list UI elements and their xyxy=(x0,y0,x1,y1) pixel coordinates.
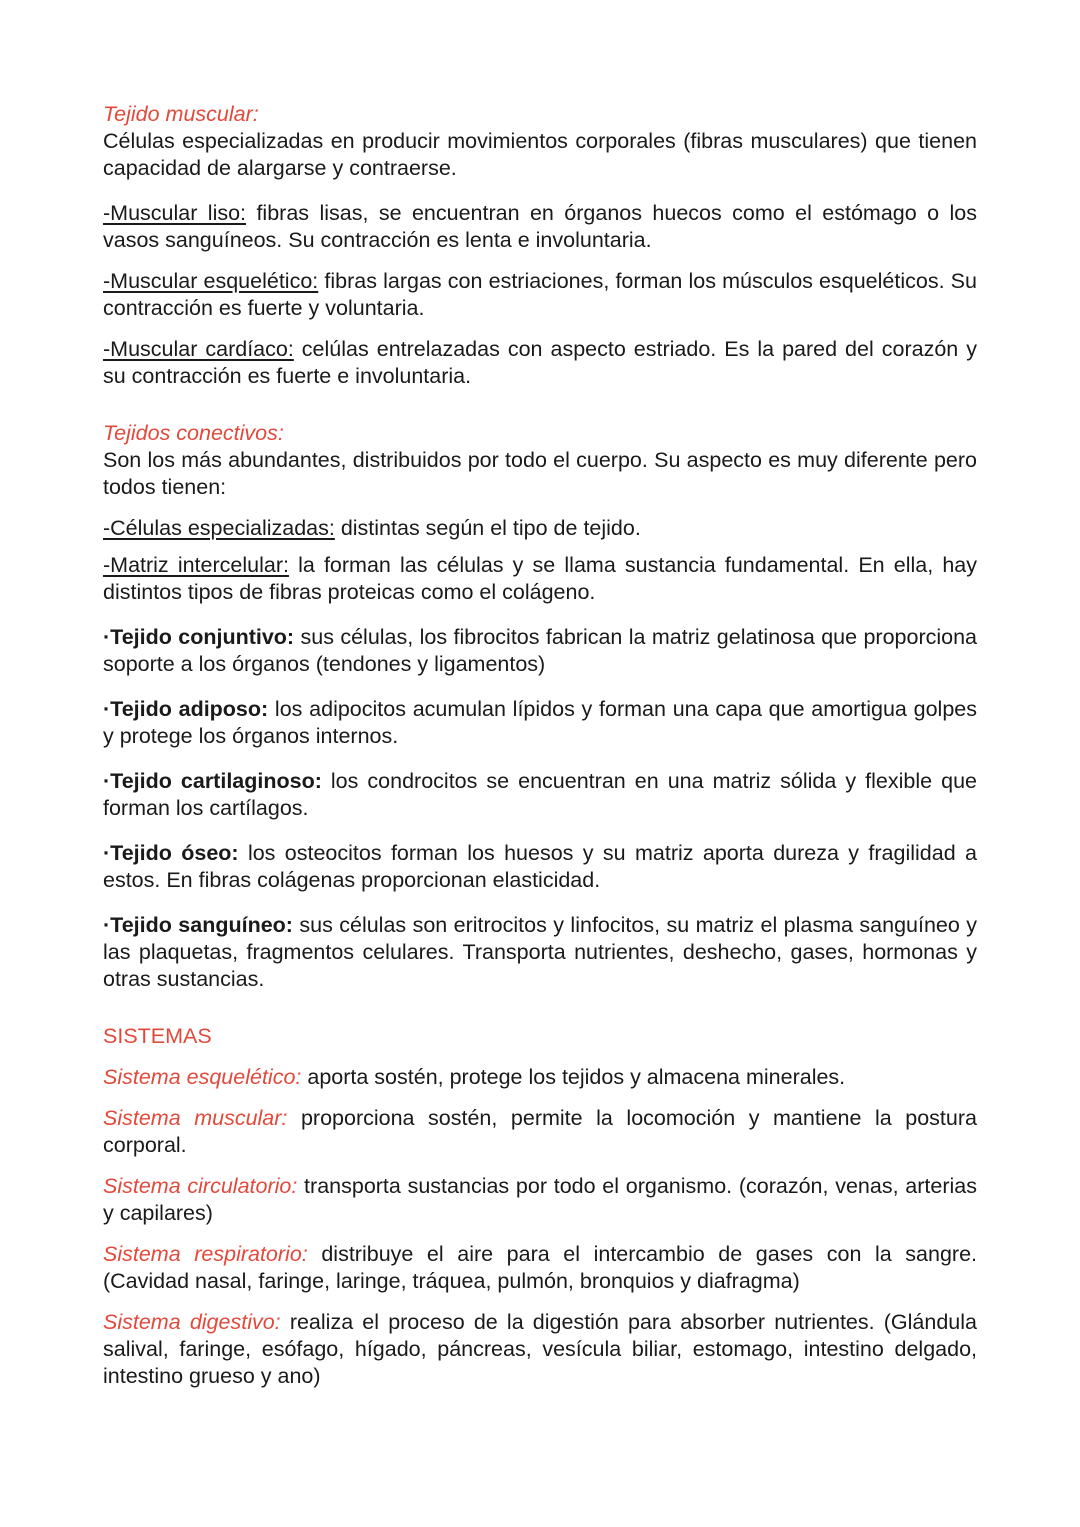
conectivos-intro: Son los más abundantes, distribuidos por todo el cuerpo. Su aspecto es muy diferente pero todos tienen: xyxy=(103,448,977,499)
section-heading-muscular: Tejido muscular: xyxy=(103,102,259,126)
sistema-respiratorio xyxy=(103,1241,977,1295)
term-label: -Muscular liso: xyxy=(103,201,247,225)
term-label: -Matriz intercelular: xyxy=(103,553,289,577)
sistema-muscular xyxy=(103,1105,977,1159)
term-text: distribuye el aire para el intercambio de gases con la sangre. (Cavidad nasal, faringe, laringe, tráquea, pulmón, bronquios y diafragma) xyxy=(103,1242,977,1293)
sistema-esqueletico xyxy=(103,1064,977,1091)
term-label: ·Tejido cartilaginoso: xyxy=(103,769,322,793)
section-heading-conectivos: Tejidos conectivos: xyxy=(103,421,284,445)
term-label: Sistema respiratorio: xyxy=(103,1242,308,1266)
term-label: Sistema circulatorio: xyxy=(103,1174,298,1198)
term-text: aporta sostén, protege los tejidos y almacena minerales. xyxy=(301,1065,846,1089)
muscular-intro: Células especializadas en producir movimientos corporales (fibras musculares) que tienen capacidad de alargarse y contraerse. xyxy=(103,129,977,180)
term-text: fibras lisas, se encuentran en órganos huecos como el estómago o los vasos sanguíneos. Su contracción es lenta e involuntaria. xyxy=(103,201,977,252)
term-label: ·Tejido sanguíneo: xyxy=(103,913,293,937)
term-label: Sistema esquelético: xyxy=(103,1065,302,1089)
term-text: celúlas entrelazadas con aspecto estriado. Es la pared del corazón y su contracción es fuerte e involuntaria. xyxy=(103,337,977,388)
term-label: ·Tejido óseo: xyxy=(103,841,239,865)
term-label: -Muscular cardíaco: xyxy=(103,337,294,361)
term-label: ·Tejido adiposo: xyxy=(103,697,269,721)
term-label: -Muscular esquelético: xyxy=(103,269,319,293)
term-text: distintas según el tipo de tejido. xyxy=(334,516,641,540)
muscular-item-liso xyxy=(103,200,977,254)
term-text: fibras largas con estriaciones, forman los músculos esqueléticos. Su contracción es fuerte y voluntaria. xyxy=(103,269,977,320)
term-label: Sistema digestivo: xyxy=(103,1310,281,1334)
muscular-item-cardiaco xyxy=(103,336,977,390)
sistema-digestivo xyxy=(103,1309,977,1390)
sistema-circulatorio xyxy=(103,1173,977,1227)
term-text: la forman las células y se llama sustancia fundamental. En ella, hay distintos tipos de fibras proteicas como el colágeno. xyxy=(103,553,977,604)
term-text: los adipocitos acumulan lípidos y forman una capa que amortigua golpes y protege los órganos internos. xyxy=(103,697,977,748)
tejido-cartilaginoso xyxy=(103,768,977,822)
section-heading-sistemas: SISTEMAS xyxy=(103,1024,212,1048)
document-page xyxy=(103,101,977,1390)
term-text: transporta sustancias por todo el organismo. (corazón, venas, arterias y capilares) xyxy=(103,1174,977,1225)
conectivos-item-celulas xyxy=(103,515,977,542)
conectivos-item-matriz xyxy=(103,552,977,606)
term-label: Sistema muscular: xyxy=(103,1106,288,1130)
tejido-oseo xyxy=(103,840,977,894)
term-label: ·Tejido conjuntivo: xyxy=(103,625,295,649)
term-text: sus células, los fibrocitos fabrican la matriz gelatinosa que proporciona soporte a los órganos (tendones y ligamentos) xyxy=(103,625,978,676)
tejido-conjuntivo xyxy=(103,624,977,678)
muscular-item-esqueletico xyxy=(103,268,977,322)
term-text: realiza el proceso de la digestión para absorber nutrientes. (Glándula salival, faringe, esófago, hígado, páncreas, vesícula biliar, estomago, intestino delgado, intestino grueso y ano) xyxy=(103,1310,977,1388)
tejido-sanguineo xyxy=(103,912,977,993)
term-text: proporciona sostén, permite la locomoción y mantiene la postura corporal. xyxy=(103,1106,977,1157)
term-text: los osteocitos forman los huesos y su matriz aporta dureza y fragilidad a estos. En fibras colágenas proporcionan elasticidad. xyxy=(103,841,977,892)
tejido-adiposo xyxy=(103,696,977,750)
term-label: -Células especializadas: xyxy=(103,516,335,540)
term-text: los condrocitos se encuentran en una matriz sólida y flexible que forman los cartílagos. xyxy=(103,769,977,820)
term-text: sus células son eritrocitos y linfocitos, su matriz el plasma sanguíneo y las plaquetas, fragmentos celulares. Transporta nutrientes, deshecho, gases, hormonas y otras sustancias. xyxy=(103,913,977,991)
